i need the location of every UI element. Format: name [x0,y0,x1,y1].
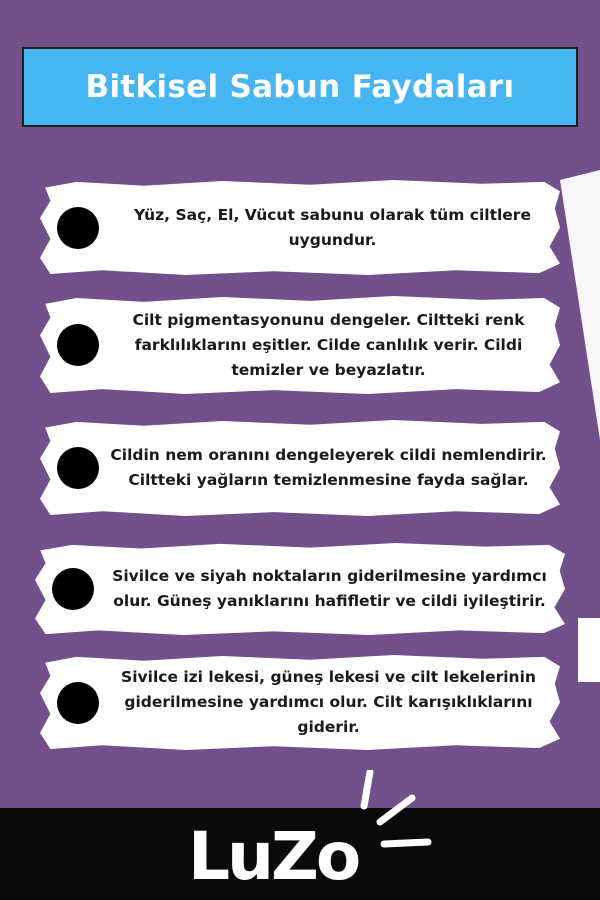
bullet-dot [57,324,99,366]
footer-bar [0,808,600,900]
benefit-card-1 [40,180,560,275]
benefit-text: Cildin nem oranını dengeleyerek cildi nemlendirir. Ciltteki yağların temizlenmesine fayda sağlar. [110,446,547,489]
benefit-text: Sivilce izi lekesi, güneş lekesi ve cilt lekelerinin giderilmesine yardımcı olur. Cilt karışıklıklarını giderir. [121,668,536,736]
bullet-dot [52,568,94,610]
bullet-dot [57,447,99,489]
bullet-dot [57,207,99,249]
benefit-text: Cilt pigmentasyonunu dengeler. Ciltteki renk farklılıklarını eşitler. Cilde canlılık verir. Cildi temizler ve beyazlatır. [132,310,525,379]
benefit-card-2 [40,296,560,394]
bullet-dot [57,682,99,724]
brand-logo: LuZo [188,818,359,895]
benefit-text: Yüz, Saç, El, Vücut sabunu olarak tüm ciltlere uygundur. [134,205,531,249]
benefit-text: Sivilce ve siyah noktaların giderilmesine yardımcı olur. Güneş yanıklarını hafifletir ve cildi iyileştirir. [112,567,547,610]
side-tab [578,618,600,682]
title-banner [22,47,578,127]
arrow-shape [560,0,600,900]
benefit-card-4 [35,543,565,635]
benefit-card-5 [40,655,560,750]
benefit-card-3 [40,420,560,516]
page-title: Bitkisel Sabun Faydaları [85,69,515,105]
sparkle-icon [350,770,440,880]
